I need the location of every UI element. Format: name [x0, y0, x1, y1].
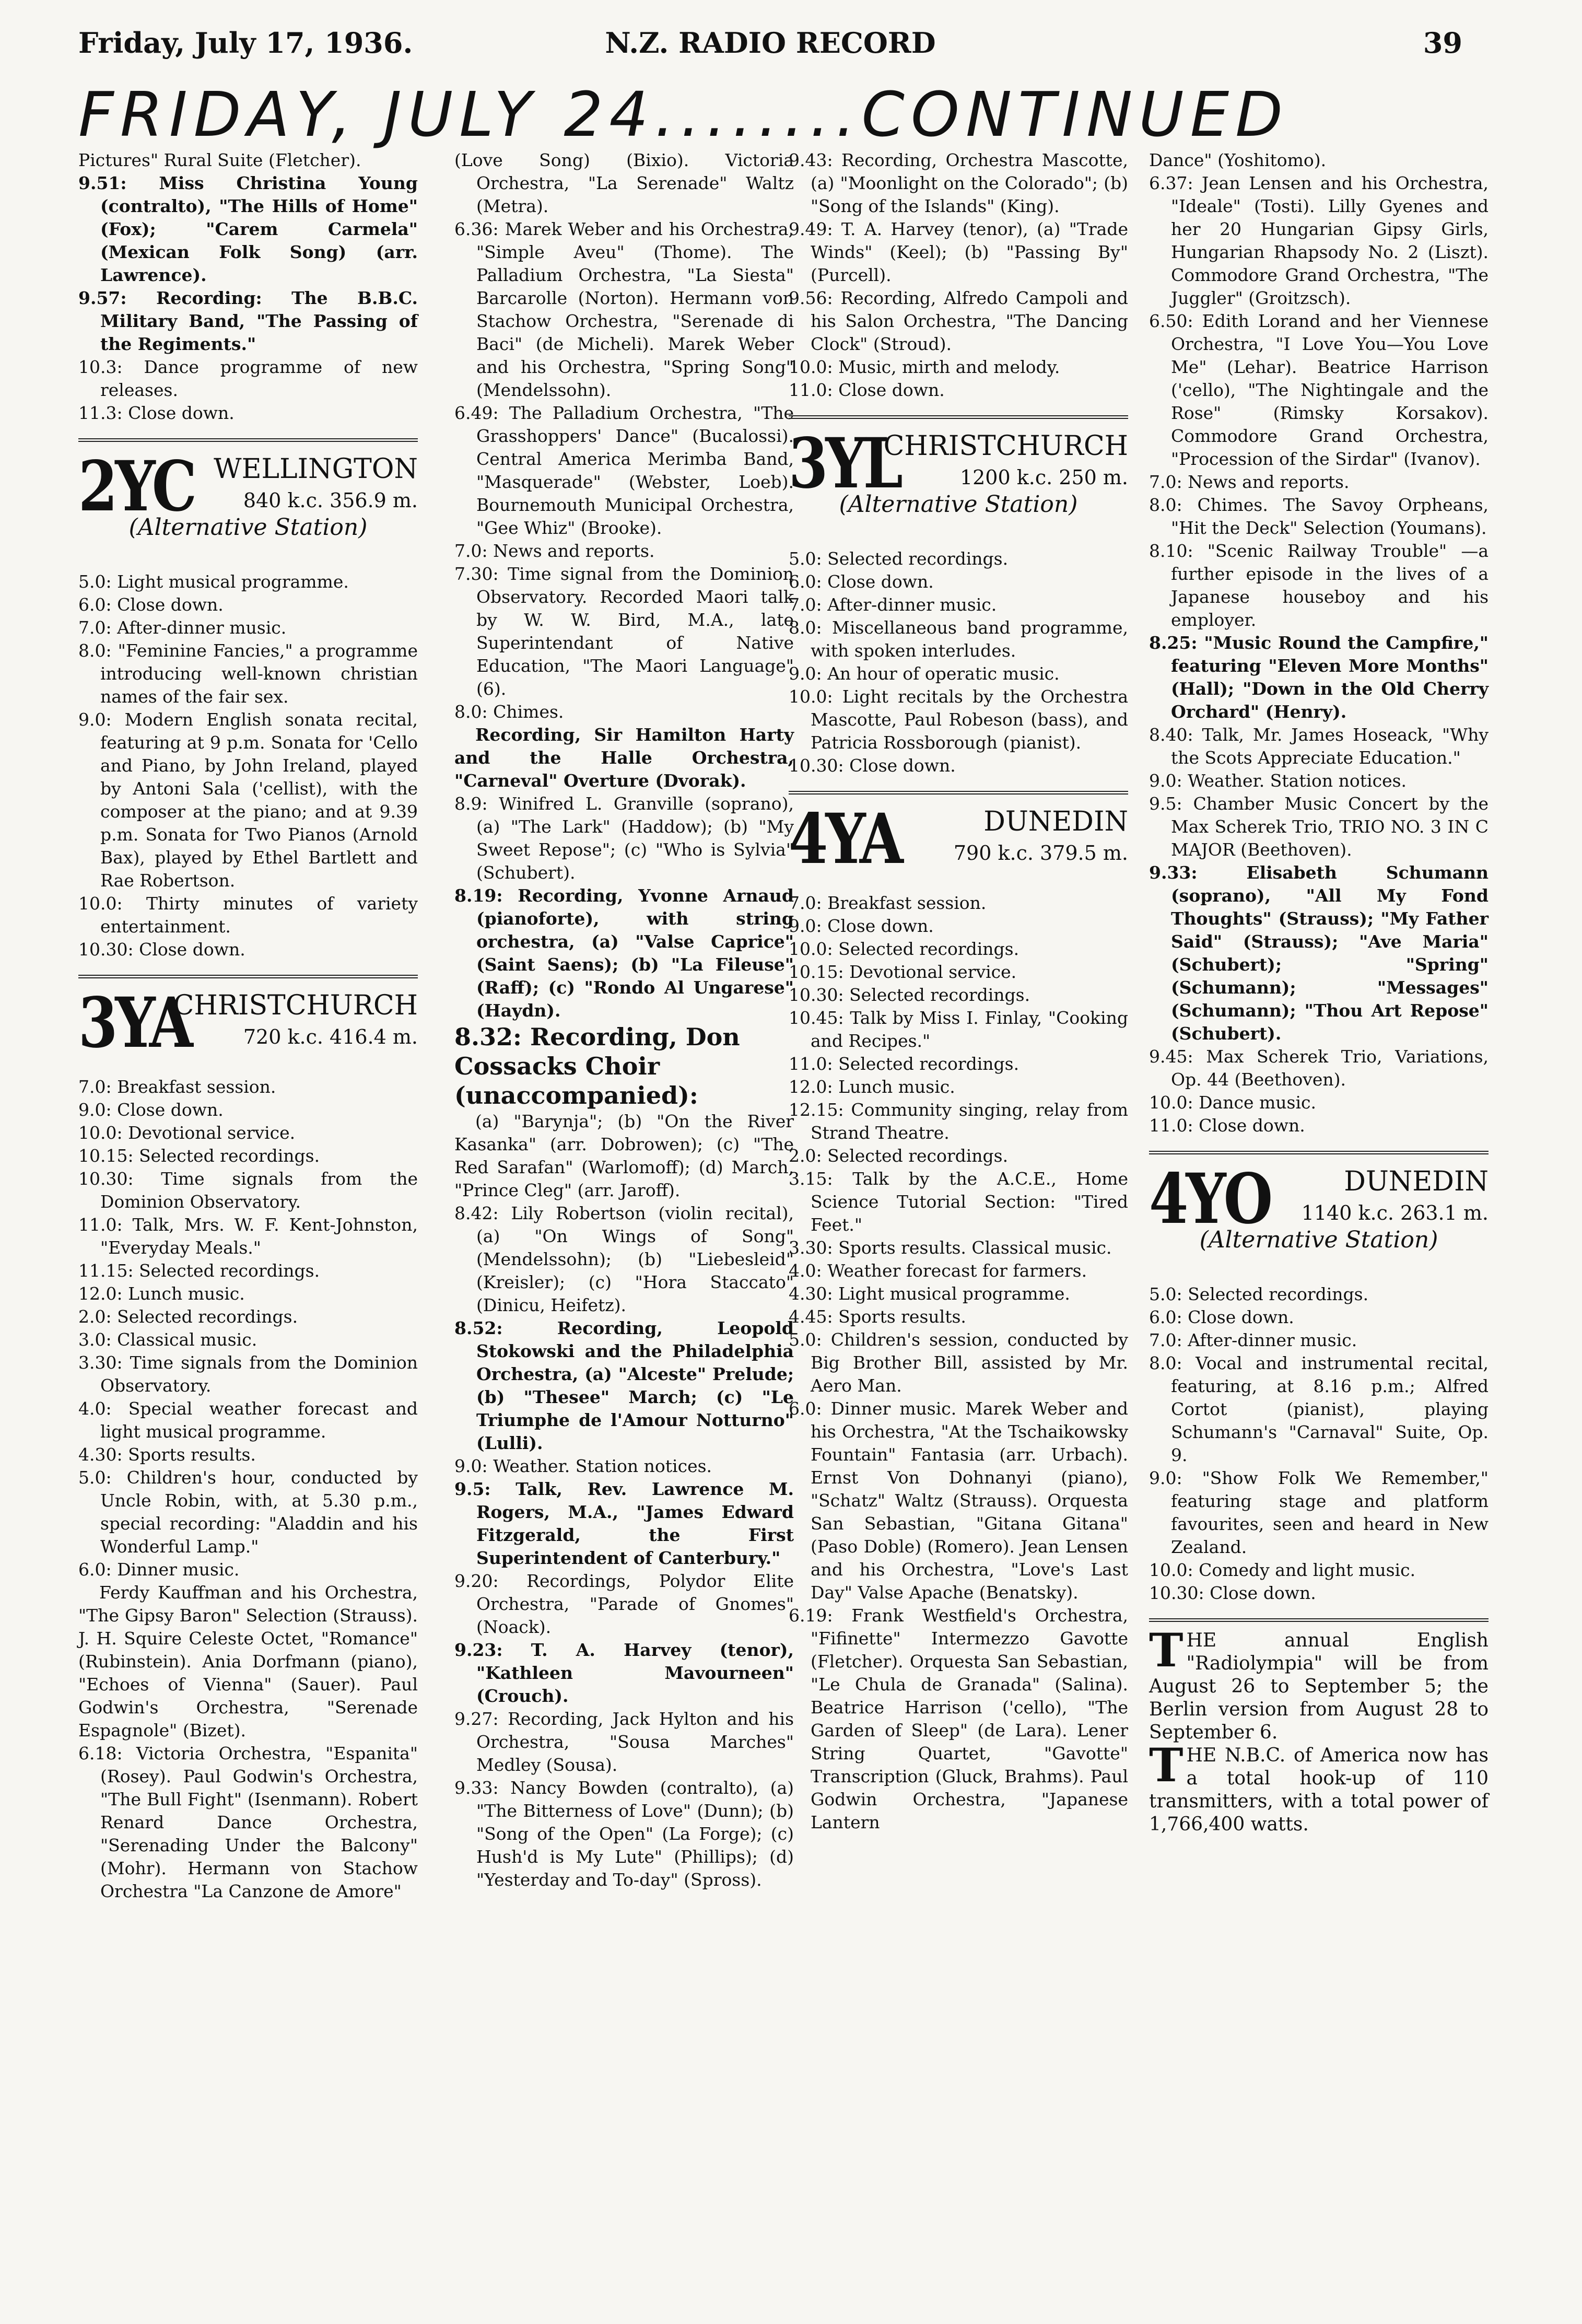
program-entry: 11.0: Close down.	[789, 380, 945, 400]
publication-title: N.Z. RADIO RECORD	[605, 26, 936, 60]
program-entry: 12.15: Community singing, relay from Strand Theatre.	[789, 1100, 1128, 1143]
program-entry: 9.45: Max Scherek Trio, Variations, Op. 44 (Beethoven).	[1149, 1046, 1489, 1090]
program-entry: 10.0: Selected recordings.	[789, 939, 1019, 959]
divider	[789, 415, 1128, 419]
program-entry: 7.0: After-dinner music.	[1149, 1330, 1357, 1350]
station-city: CHRISTCHURCH	[173, 990, 418, 1021]
station-frequency: 720 k.c. 416.4 m.	[243, 1025, 418, 1048]
program-entry: Dance" (Yoshitomo).	[1149, 150, 1327, 170]
program-entry: 4.0: Special weather forecast and light musical programme.	[78, 1398, 418, 1442]
program-entry: 9.0: Weather. Station notices.	[454, 1456, 712, 1476]
program-entry: 8.0: Chimes. The Savoy Orpheans, "Hit the Deck" Selection (Youmans).	[1149, 495, 1489, 538]
program-entry: 6.0: Close down.	[789, 571, 934, 592]
program-entry: 6.18: Victoria Orchestra, "Espanita" (Rosey). Paul Godwin's Orchestra, "The Bull Fight" (Isenmann). Robert Renard Dance Orchestra, "Serenading Under the Balcony" (Mohr). Hermann von Stachow Orchestra "La Canzone de Amore"	[78, 1743, 418, 1901]
program-entry: 9.0: "Show Folk We Remember," featuring stage and platform favourites, seen and heard in New Zealand.	[1149, 1468, 1489, 1557]
call-sign: 3YA	[78, 983, 191, 1064]
program-entry: 4.30: Sports results.	[78, 1444, 256, 1465]
program-entry: 10.30: Close down.	[78, 939, 245, 960]
program-list	[78, 149, 418, 425]
program-entry: 6.0: Dinner music. Marek Weber and his Orchestra, "At the Tschaikowsky Fountain" Fantasia (arr. Urbach). Ernst Von Dohnanyi (piano), "Schatz" Waltz (Strauss). Orquesta San Sebastian, "Gitana Gitana" (Paso Doble) (Romero). Jean Lensen and his Orchestra, "Love's Last Day" Valse Apache (Benatsky).	[789, 1398, 1128, 1603]
program-entry: 8.10: "Scenic Railway Trouble" —a further episode in the lives of a Japanese houseboy and his employer.	[1149, 541, 1489, 630]
program-entry: 3.30: Time signals from the Dominion Observatory.	[78, 1352, 418, 1396]
note-text: HE annual English "Radiolympia" will be from August 26 to September 5; the Berlin version from August 28 to September 6.	[1149, 1630, 1489, 1743]
program-entry: 7.0: Breakfast session.	[78, 1077, 276, 1097]
program-entry: 7.30: Time signal from the Dominion Observatory. Recorded Maori talk by W. W. Bird, M.A., late Superintendant of Native Education, "The Maori Language" (6).	[454, 564, 794, 699]
program-entry: 12.0: Lunch music.	[789, 1077, 955, 1097]
program-entry: 7.0: News and reports.	[1149, 472, 1350, 492]
station-city: DUNEDIN	[983, 806, 1128, 837]
program-entry: 9.33: Nancy Bowden (contralto), (a) "The Bitterness of Love" (Dunn); (b) "Song of the Open" (La Forge); (c) Hush'd is My Lute" (Phillips); (d) "Yesterday and To-day" (Spross).	[454, 1778, 794, 1890]
program-entry: 8.19: Recording, Yvonne Arnaud (pianoforte), with string orchestra, (a) "Valse Caprice" (Saint Saens); (b) "La Fileuse" (Raff); (c) "Rondo Al Ungarese" (Haydn).	[454, 885, 794, 1021]
program-entry: 9.43: Recording, Orchestra Mascotte, (a) "Moonlight on the Colorado"; (b) "Song of the Islands" (King).	[789, 150, 1128, 216]
station-frequency: 1200 k.c. 250 m.	[959, 466, 1128, 489]
program-entry: 6.37: Jean Lensen and his Orchestra, "Ideale" (Tosti). Lilly Gyenes and her 20 Hungarian Gipsy Girls, Hungarian Rhapsody No. 2 (Liszt). Commodore Grand Orchestra, "The Juggler" (Groitzsch).	[1149, 173, 1489, 308]
program-detail: Ferdy Kauffman and his Orchestra, "The Gipsy Baron" Selection (Strauss). J. H. Squire Celeste Octet, "Romance" (Rubinstein). Ania Dorfmann (piano), "Echoes of Vienna" (Sauer). Paul Godwin's Orchestra, "Serenade Espagnole" (Bizet).	[78, 1582, 418, 1741]
page-header	[78, 21, 1462, 63]
program-entry: 8.52: Recording, Leopold Stokowski and the Philadelphia Orchestra, (a) "Alceste" Prelude; (b) "Thesee" March; (c) "Le Triumphe de l'Amour Notturno" (Lulli).	[454, 1318, 794, 1453]
station-header-4ya	[789, 799, 1128, 880]
program-entry: 7.0: Breakfast session.	[789, 893, 987, 913]
program-entry: 11.3: Close down.	[78, 403, 235, 423]
program-entry: 6.19: Frank Westfield's Orchestra, "Fifinette" Intermezzo Gavotte (Fletcher). Orquesta San Sebastian, "Le Chula de Granada" (Salina). Beatrice Harrison ('cello), "The Garden of Sleep" (de Lara). Lener String Quartet, "Gavotte" Transcription (Gluck, Brahms). Paul Godwin Orchestra, "Japanese Lantern	[789, 1605, 1128, 1832]
program-entry: 2.0: Selected recordings.	[78, 1306, 298, 1327]
program-entry: 7.0: After-dinner music.	[78, 617, 287, 638]
program-entry: 6.0: Dinner music.	[78, 1559, 240, 1580]
station-city: DUNEDIN	[1344, 1166, 1489, 1197]
program-entry: 2.0: Selected recordings.	[789, 1146, 1009, 1166]
divider	[78, 975, 418, 978]
drop-cap: T	[1149, 1738, 1183, 1792]
program-entry: 4.45: Sports results.	[789, 1306, 966, 1327]
column-2	[454, 149, 794, 1891]
program-detail: Recording, Sir Hamilton Harty and the Halle Orchestra, "Carneval" Overture (Dvorak).	[454, 725, 794, 791]
program-list	[78, 1076, 418, 1903]
program-entry: 9.20: Recordings, Polydor Elite Orchestra, "Parade of Gnomes" (Noack).	[454, 1571, 794, 1637]
divider	[1149, 1151, 1489, 1154]
program-entry: 4.30: Light musical programme.	[789, 1283, 1070, 1304]
program-entry: 10.45: Talk by Miss I. Finlay, "Cooking and Recipes."	[789, 1008, 1128, 1051]
program-entry: 9.33: Elisabeth Schumann (soprano), "All My Fond Thoughts" (Strauss); "My Father Said" (Strauss); "Ave Maria" (Schubert); "Spring" (Schumann); "Messages" (Schumann); "Thou Art Repose" (Schubert).	[1149, 862, 1489, 1044]
program-entry: 10.0: Music, mirth and melody.	[789, 357, 1060, 377]
program-entry: 10.15: Devotional service.	[789, 962, 1017, 982]
program-entry: 9.5: Talk, Rev. Lawrence M. Rogers, M.A., "James Edward Fitzgerald, the First Superintendent of Canterbury."	[454, 1479, 794, 1568]
program-entry: 10.0: Devotional service.	[78, 1123, 296, 1143]
station-frequency: 840 k.c. 356.9 m.	[243, 489, 418, 512]
program-entry: 10.30: Time signals from the Dominion Observatory.	[78, 1169, 418, 1212]
program-entry: 11.0: Close down.	[1149, 1115, 1305, 1136]
program-entry: 9.51: Miss Christina Young (contralto), "The Hills of Home" (Fox); "Carem Carmela" (Mexican Folk Song) (arr. Lawrence).	[78, 173, 418, 285]
program-entry: 9.57: Recording: The B.B.C. Military Band, "The Passing of the Regiments."	[78, 288, 418, 354]
program-entry: 9.23: T. A. Harvey (tenor), "Kathleen Mavourneen" (Crouch).	[454, 1640, 794, 1706]
program-entry: 9.5: Chamber Music Concert by the Max Scherek Trio, TRIO NO. 3 IN C MAJOR (Beethoven).	[1149, 793, 1489, 860]
program-entry: 8.0: Miscellaneous band programme, with spoken interludes.	[789, 617, 1128, 661]
station-frequency: 1140 k.c. 263.1 m.	[1301, 1201, 1489, 1224]
station-frequency: 790 k.c. 379.5 m.	[953, 842, 1128, 865]
alternative-station-label: (Alternative Station)	[839, 491, 1078, 518]
program-entry: 10.30: Close down.	[1149, 1583, 1316, 1603]
alternative-station-label: (Alternative Station)	[1199, 1227, 1438, 1253]
call-sign: 4YA	[789, 799, 901, 880]
program-entry: 8.0: Chimes.	[454, 702, 564, 722]
program-entry: (Love Song) (Bixio). Victoria Orchestra, "La Serenade" Waltz (Metra).	[454, 150, 794, 216]
program-entry: 8.9: Winifred L. Granville (soprano), (a) "The Lark" (Haddow); (b) "My Sweet Repose"; (c) "Who is Sylvia" (Schubert).	[454, 793, 794, 883]
program-entry: 10.3: Dance programme of new releases.	[78, 357, 418, 400]
program-entry: 11.15: Selected recordings.	[78, 1260, 320, 1281]
program-entry: 10.0: Thirty minutes of variety entertainment.	[78, 893, 418, 937]
program-entry: 9.0: An hour of operatic music.	[789, 663, 1060, 684]
program-entry: 5.0: Light musical programme.	[78, 571, 349, 592]
program-entry: 5.0: Selected recordings.	[1149, 1284, 1369, 1304]
station-header-2yc	[78, 446, 418, 559]
program-entry: 9.0: Modern English sonata recital, featuring at 9 p.m. Sonata for 'Cello and Piano, by John Ireland, played by Antoni Sala ('cellist), with the composer at the piano; and at 9.39 p.m. Sonata for Two Pianos (Arnold Bax), played by Ethel Bartlett and Rae Robertson.	[78, 709, 418, 891]
program-entry: 6.0: Close down.	[1149, 1307, 1294, 1327]
program-entry: 8.40: Talk, Mr. James Hoseack, "Why the Scots Appreciate Education."	[1149, 725, 1489, 768]
station-city: WELLINGTON	[214, 453, 418, 485]
featured-program: 8.32: Recording, Don Cossacks Choir (unaccompanied):	[454, 1023, 740, 1110]
program-entry: 9.27: Recording, Jack Hylton and his Orchestra, "Sousa Marches" Medley (Sousa).	[454, 1709, 794, 1775]
page-number: 39	[1423, 26, 1462, 60]
program-entry: 3.15: Talk by the A.C.E., Home Science Tutorial Section: "Tired Feet."	[789, 1169, 1128, 1235]
call-sign: 4YO	[1149, 1159, 1271, 1240]
program-entry: 10.0: Comedy and light music.	[1149, 1560, 1416, 1580]
station-header-4yo	[1149, 1159, 1489, 1271]
station-header-3yl	[789, 423, 1128, 536]
program-entry: 9.49: T. A. Harvey (tenor), (a) "Trade Winds" (Keel); (b) "Passing By" (Purcell).	[789, 219, 1128, 285]
program-entry: 8.42: Lily Robertson (violin recital), (a) "On Wings of Song" (Mendelssohn); (b) "Liebesleid" (Kreisler); (c) "Hora Staccato" (Dinicu, Heifetz).	[454, 1203, 794, 1315]
day-banner: FRIDAY, JULY 24........CONTINUED	[78, 78, 1290, 150]
program-detail: (a) "Barynja"; (b) "On the River Kasanka" (arr. Dobrowen); (c) "The Red Sarafan" (Warlomoff); (d) March, "Prince Cleg" (arr. Jaroff).	[454, 1111, 794, 1200]
program-entry: 7.0: After-dinner music.	[789, 594, 997, 615]
program-entry: 8.0: "Feminine Fancies," a programme introducing well-known christian names of the fair sex.	[78, 640, 418, 707]
note-text: HE N.B.C. of America now has a total hook-up of 110 transmitters, with a total power of 1,766,400 watts.	[1149, 1745, 1489, 1835]
news-note	[1149, 1623, 1489, 1744]
program-entry: 10.30: Selected recordings.	[789, 985, 1030, 1005]
program-entry: 8.0: Vocal and instrumental recital, featuring, at 8.16 p.m.; Alfred Cortot (pianist), playing Schumann's "Carnaval" Suite, Op. 9.	[1149, 1353, 1489, 1465]
news-note	[1149, 1738, 1489, 1836]
program-list	[789, 892, 1128, 1834]
program-entry: 11.0: Selected recordings.	[789, 1054, 1019, 1074]
program-entry: 3.30: Sports results. Classical music.	[789, 1237, 1112, 1258]
program-entry: 10.0: Light recitals by the Orchestra Mascotte, Paul Robeson (bass), and Patricia Rossborough (pianist).	[789, 686, 1128, 753]
program-entry: 9.0: Weather. Station notices.	[1149, 770, 1407, 791]
program-entry: 6.36: Marek Weber and his Orchestra, "Simple Aveu" (Thome). The Palladium Orchestra, "La Siesta" Barcarolle (Norton). Hermann von Stachow Orchestra, "Serenade di Baci" (de Micheli). Marek Weber and his Orchestra, "Spring Song" (Mendelssohn).	[454, 219, 794, 400]
call-sign: 2YC	[78, 446, 195, 527]
divider	[789, 791, 1128, 795]
program-entry: 8.25: "Music Round the Campfire," featuring "Eleven More Months" (Hall); "Down in the Old Cherry Orchard" (Henry).	[1149, 633, 1489, 722]
program-entry: 4.0: Weather forecast for farmers.	[789, 1260, 1087, 1281]
program-entry: 9.0: Close down.	[78, 1100, 224, 1120]
alternative-station-label: (Alternative Station)	[128, 514, 368, 541]
station-city: CHRISTCHURCH	[883, 430, 1128, 462]
program-entry: 6.50: Edith Lorand and her Viennese Orchestra, "I Love You—You Love Me" (Lehar). Beatrice Harrison ('cello), "The Nightingale and the Rose" (Rimsky Korsakov). Commodore Grand Orchestra, "Procession of the Sirdar" (Ivanov).	[1149, 311, 1489, 469]
column-1	[78, 149, 418, 1903]
program-entry: 11.0: Talk, Mrs. W. F. Kent-Johnston, "Everyday Meals."	[78, 1214, 418, 1258]
station-header-3ya	[78, 983, 418, 1064]
program-list	[1149, 149, 1489, 1137]
program-entry: 9.56: Recording, Alfredo Campoli and his Salon Orchestra, "The Dancing Clock" (Stroud).	[789, 288, 1128, 354]
issue-date: Friday, July 17, 1936.	[78, 26, 413, 60]
program-entry: 10.30: Close down.	[789, 755, 956, 776]
column-4	[1149, 149, 1489, 1836]
program-entry: 5.0: Children's hour, conducted by Uncle Robin, with, at 5.30 p.m., special recording: "Aladdin and his Wonderful Lamp."	[78, 1467, 418, 1557]
program-entry: 5.0: Children's session, conducted by Big Brother Bill, assisted by Mr. Aero Man.	[789, 1329, 1128, 1396]
program-entry: 6.49: The Palladium Orchestra, "The Grasshoppers' Dance" (Bucalossi). Central America Merimba Band, "Masquerade" (Webster, Loeb). Bournemouth Municipal Orchestra, "Gee Whiz" (Brooke).	[454, 403, 794, 538]
divider	[1149, 1618, 1489, 1622]
program-entry: 5.0: Selected recordings.	[789, 548, 1009, 569]
program-entry: 10.15: Selected recordings.	[78, 1146, 320, 1166]
divider	[78, 438, 418, 442]
program-entry: 9.0: Close down.	[789, 916, 934, 936]
program-list	[789, 149, 1128, 402]
program-entry: 12.0: Lunch music.	[78, 1283, 245, 1304]
call-sign: 3YL	[789, 423, 900, 504]
column-3	[789, 149, 1128, 1834]
program-entry: 10.0: Dance music.	[1149, 1092, 1316, 1113]
program-entry: 7.0: News and reports.	[454, 541, 655, 561]
program-list	[789, 547, 1128, 777]
program-list	[1149, 1283, 1489, 1605]
program-entry: 3.0: Classical music.	[78, 1329, 257, 1350]
program-entry: Pictures" Rural Suite (Fletcher).	[78, 150, 361, 170]
program-entry: 6.0: Close down.	[78, 594, 224, 615]
drop-cap: T	[1149, 1623, 1183, 1677]
program-list	[78, 570, 418, 961]
